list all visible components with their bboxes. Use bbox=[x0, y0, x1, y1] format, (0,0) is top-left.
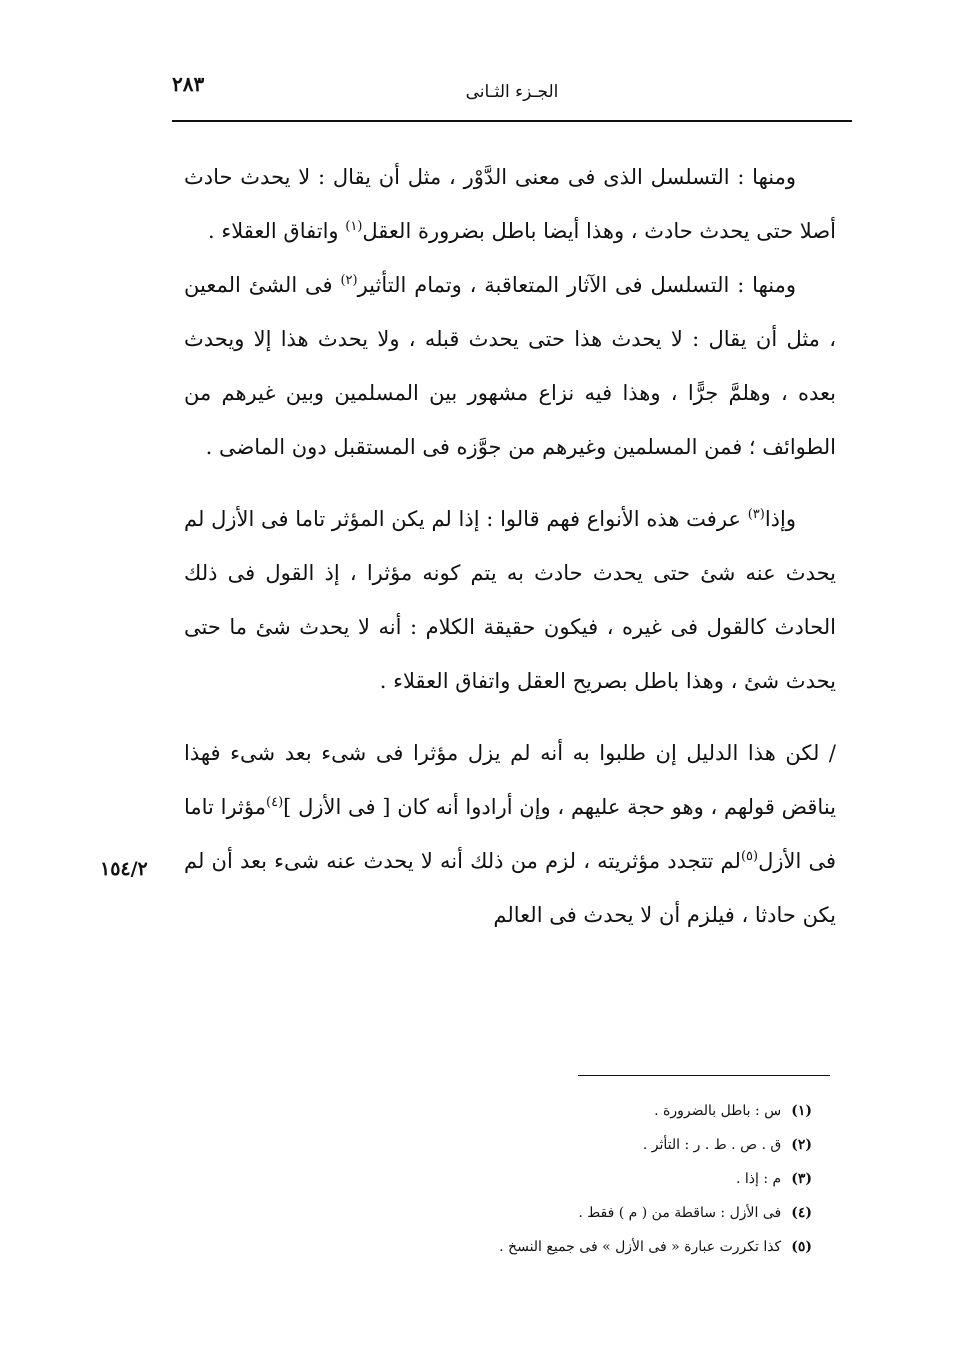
paragraph bbox=[184, 726, 836, 942]
footnote-marker: (٢) bbox=[340, 273, 358, 288]
paragraph-text: واتفاق العقلاء . bbox=[208, 219, 346, 243]
footnotes bbox=[360, 1094, 812, 1264]
header-rule bbox=[172, 120, 852, 122]
footnote bbox=[360, 1128, 812, 1162]
footnote-marker: (١) bbox=[345, 219, 363, 234]
paragraph-text: لم تتجدد مؤثريته ، لزم من ذلك أنه لا يحدث عنه شىء بعد أن لم يكن حادثا ، فيلزم أن لا يحدث فى العالم bbox=[184, 849, 836, 927]
footnote-text: ق . ص . ط . ر : التأثر . bbox=[642, 1137, 782, 1153]
footnote bbox=[360, 1196, 812, 1230]
paragraph-text: ومنها : التسلسل الذى فى معنى الدَّوْر ، مثل أن يقال : لا يحدث حادث أصلا حتى يحدث حادث ، وهذا أيضا باطل بضرورة العقل bbox=[184, 165, 836, 243]
footnote-number: (٢) bbox=[791, 1137, 812, 1153]
footnote-text: م : إذا . bbox=[736, 1171, 782, 1187]
paragraph-text: / لكن هذا الدليل إن طلبوا به أنه لم يزل مؤثرا فى شىء بعد شىء فهذا يناقض قولهم ، وهو حجة عليهم ، وإن أرادوا أنه كان [ فى الأزل ] bbox=[184, 741, 837, 819]
paragraph-text: ومنها : التسلسل فى الآثار المتعاقبة ، وتمام التأثير bbox=[357, 273, 796, 297]
main-text bbox=[184, 150, 836, 942]
footnote-text: كذا تكررت عبارة « فى الأزل » فى جميع النسخ . bbox=[499, 1239, 782, 1255]
footnote-text: س : باطل بالضرورة . bbox=[654, 1103, 782, 1119]
paragraph-text: مؤثرا تاما فى الأزل bbox=[184, 795, 836, 873]
running-title: الجـزء الثـانى bbox=[465, 82, 559, 102]
footnote-number: (٣) bbox=[791, 1171, 812, 1187]
footnote-rule bbox=[578, 1075, 830, 1076]
footnote bbox=[360, 1162, 812, 1196]
paragraph-text: فى الشئ المعين ، مثل أن يقال : لا يحدث هذا حتى يحدث قبله ، ولا يحدث هذا إلا ويحدث بعده ، وهلمَّ جرًّا ، وهذا فيه نزاع مشهور بين المسلمين وبين غيرهم من الطوائف ؛ فمن المسلمين وغيرهم من جوَّزه فى المستقبل دون الماضى . bbox=[184, 273, 836, 459]
footnote-marker: (٥) bbox=[740, 849, 759, 864]
footnote-number: (٥) bbox=[791, 1239, 812, 1255]
paragraph bbox=[184, 492, 836, 708]
footnote bbox=[360, 1094, 812, 1128]
footnote-text: فى الأزل : ساقطة من ( م ) فقط . bbox=[578, 1205, 782, 1221]
footnote-number: (٤) bbox=[791, 1205, 812, 1221]
paragraph bbox=[184, 258, 836, 474]
margin-reference: ١٥٤/٢ bbox=[100, 858, 148, 880]
paragraph bbox=[184, 150, 836, 258]
page-number: ٢٨٣ bbox=[172, 72, 205, 96]
paragraph-text: وإذا bbox=[764, 507, 796, 531]
footnote-number: (١) bbox=[791, 1103, 812, 1119]
footnote bbox=[360, 1230, 812, 1264]
paragraph-text: عرفت هذه الأنواع فهم قالوا : إذا لم يكن المؤثر تاما فى الأزل لم يحدث عنه شئ حتى يحدث حادث به يتم كونه مؤثرا ، إذ القول فى ذلك الحادث كالقول فى غيره ، فيكون حقيقة الكلام : أنه لا يحدث شئ ما حتى يحدث شئ ، وهذا باطل بصريح العقل واتفاق العقلاء . bbox=[184, 507, 836, 693]
footnote-marker: (٤) bbox=[266, 795, 284, 810]
page-header bbox=[172, 64, 852, 104]
footnote-marker: (٣) bbox=[747, 507, 765, 522]
